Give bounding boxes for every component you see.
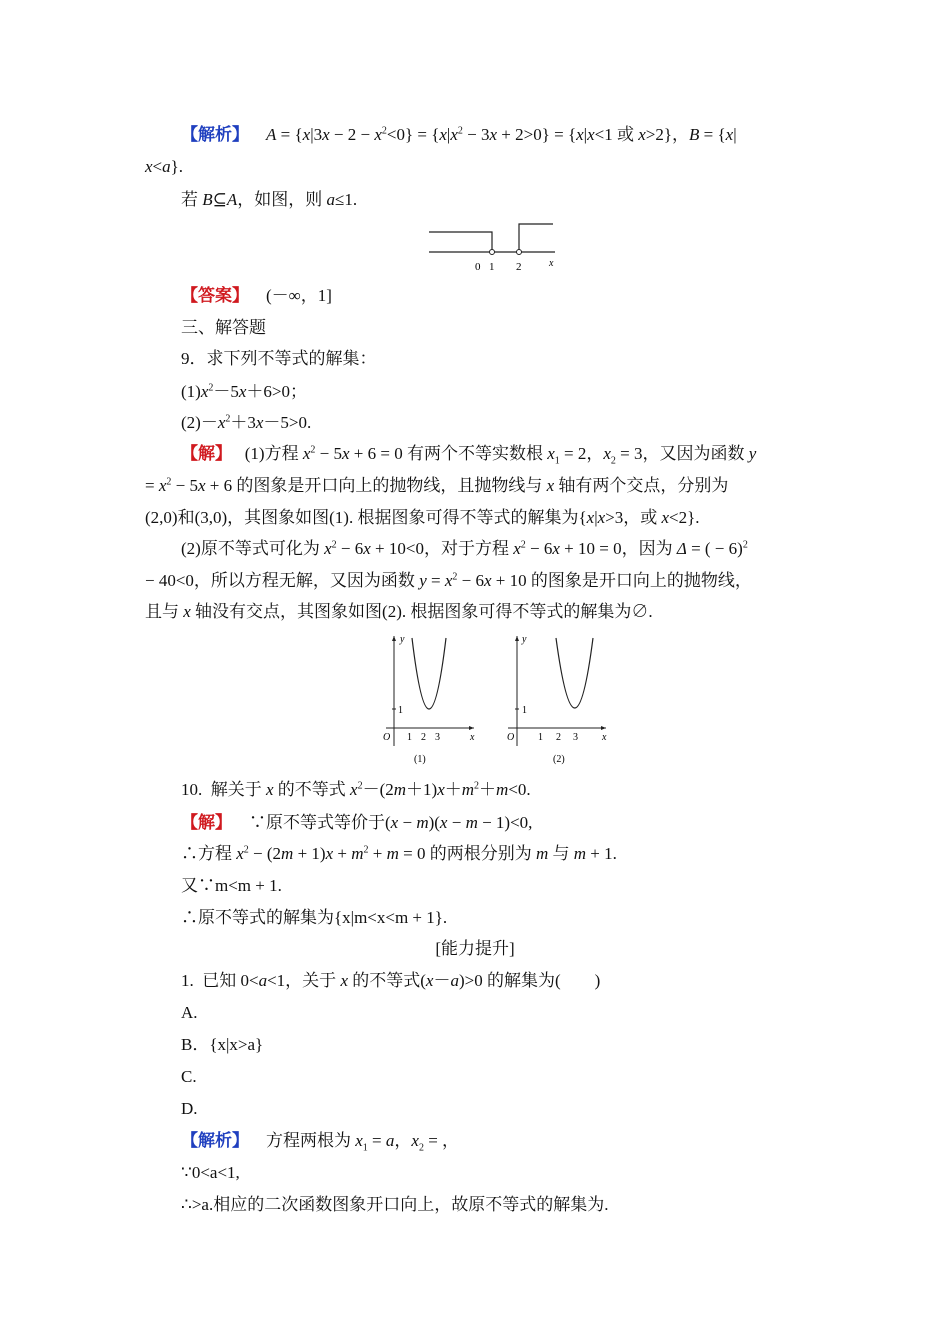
- q9-solution-line4: (2)原不等式可化为 $x^2 - 6x + 10<0$，对于方程 $x^2 - 6x + 10 = 0$，因为 Δ = ( − 6)$^2$: [181, 539, 748, 558]
- solution-tag-q10: 【解】: [181, 813, 232, 832]
- analysis-tag-adv: 【解析】: [181, 1131, 249, 1150]
- graph-2: [500, 630, 612, 770]
- adv-q1-paren: ( ): [554, 971, 601, 990]
- graph1-caption: (1): [414, 754, 426, 765]
- adv-q1-option-a: A.: [181, 1003, 198, 1022]
- q10-solution-line4: ∴原不等式的解集为{x|m<x<m + 1}.: [181, 908, 448, 927]
- number-line-figure: [425, 218, 565, 274]
- shaded-right-bracket: [519, 224, 553, 252]
- advanced-heading: [能力提升]: [435, 939, 515, 958]
- q8-analysis-line2: x<a}.: [145, 157, 184, 176]
- shaded-left-bracket: [429, 232, 492, 252]
- graph2-tick-3: 3: [573, 732, 578, 743]
- adv-q1-analysis-line1: 【解析】 方程两根为 $x_1 = a$，$x_2$ = ，: [181, 1131, 460, 1154]
- q10-solution-line1: 【解】 ∵原不等式等价于(x − m)(x − m − 1)<0,: [181, 813, 533, 832]
- q10-solution-line3: 又∵m<m + 1.: [181, 876, 282, 895]
- q9-prompt: 9．求下列不等式的解集：: [181, 349, 377, 368]
- axis-label-x: x: [549, 258, 554, 269]
- graph1-y-tick: 1: [398, 705, 403, 716]
- solution-tag: 【解】: [181, 444, 232, 463]
- graph-1: [370, 630, 482, 770]
- q9-solution-line2: = $x^2 - 5x + 6$ 的图象是开口向上的抛物线，且抛物线与 x 轴有两个交点，分别为: [145, 476, 729, 495]
- analysis-tag: 【解析】: [181, 125, 249, 144]
- graph2-x-label: x: [602, 732, 607, 743]
- graph2-tick-1: 1: [538, 732, 543, 743]
- q9-solution-line6: 且与 x 轴没有交点，其图象如图(2). 根据图象可得不等式的解集为∅.: [145, 602, 653, 621]
- graph2-origin: O: [507, 732, 515, 743]
- adv-q1-analysis-line2: ∵0<a<1,: [181, 1163, 240, 1182]
- adv-q1-analysis-line3: ∴>a.相应的二次函数图象开口向上，故原不等式的解集为.: [181, 1195, 609, 1214]
- q9-part1: $(1)x^2-5x+6>0$；: [181, 382, 308, 401]
- section-heading: 三、解答题: [181, 318, 266, 337]
- q10-prompt: 10. 解关于 x 的不等式 $x^2-(2m+1)x+m^2+m<0$.: [181, 780, 531, 799]
- graph2-tick-2: 2: [556, 732, 561, 743]
- q8-analysis-line3: 若 B⊆A，如图，则 a≤1.: [181, 190, 358, 209]
- tick-label-2: 2: [516, 261, 522, 273]
- graph1-parabola: [412, 638, 446, 709]
- graph2-y-label: y: [522, 634, 527, 645]
- answer-value: (－∞，1]: [266, 286, 332, 305]
- q9-solution-line1: 【解】 (1)方程 $x^2 - 5x + 6 = 0$ 有两个不等实数根 $x_1 = 2$，$x_2 = 3$，又因为函数 y: [181, 444, 757, 467]
- tick-label-0: 0: [475, 261, 481, 273]
- q9-solution-line5: − 40<0，所以方程无解，又因为函数 $y = x^2 - 6x + 10$ 的图象是开口向上的抛物线，: [145, 571, 752, 590]
- graph2-caption: (2): [553, 754, 565, 765]
- adv-q1-option-c: C.: [181, 1067, 197, 1086]
- graph2-parabola: [556, 638, 593, 708]
- q10-solution-line2: ∴方程 $x^2 - (2m + 1)x + m^2 + m = 0$ 的两根分别为 m 与 m + 1.: [181, 844, 617, 863]
- q9-part2: $(2)-x^2+3x-5>0$.: [181, 413, 312, 432]
- q8-answer: [181, 285, 332, 307]
- empty-set-symbol: ∅.: [631, 602, 653, 621]
- graph1-y-label: y: [400, 634, 405, 645]
- graph1-tick-2: 2: [421, 732, 426, 743]
- q9-solution-line3: (2,0)和(3,0)，其图象如图(1). 根据图象可得不等式的解集为{x|x>3，或 x<2}.: [145, 508, 700, 527]
- graph1-origin: O: [383, 732, 391, 743]
- adv-q1-prompt: 1. 已知 0<a<1，关于 x 的不等式(x－a)>0 的解集为( ): [181, 971, 601, 990]
- graph2-y-tick: 1: [522, 705, 527, 716]
- graph1-x-label: x: [470, 732, 475, 743]
- tick-label-1: 1: [489, 261, 495, 273]
- q8-analysis-line1: 【解析】 $A = \{x|3x - 2 - x^2<0\} = \{x|x^2 - 3x + 2>0\} = \{x|x<1$ 或 x>2}，B = {x|: [181, 125, 737, 144]
- graph1-tick-1: 1: [407, 732, 412, 743]
- answer-tag: 【答案】: [181, 286, 249, 305]
- graph1-tick-3: 3: [435, 732, 440, 743]
- adv-q1-option-d: D.: [181, 1099, 198, 1118]
- adv-q1-option-b: B．{x|x>a}: [181, 1035, 264, 1054]
- open-point-1: [490, 250, 495, 255]
- open-point-2: [517, 250, 522, 255]
